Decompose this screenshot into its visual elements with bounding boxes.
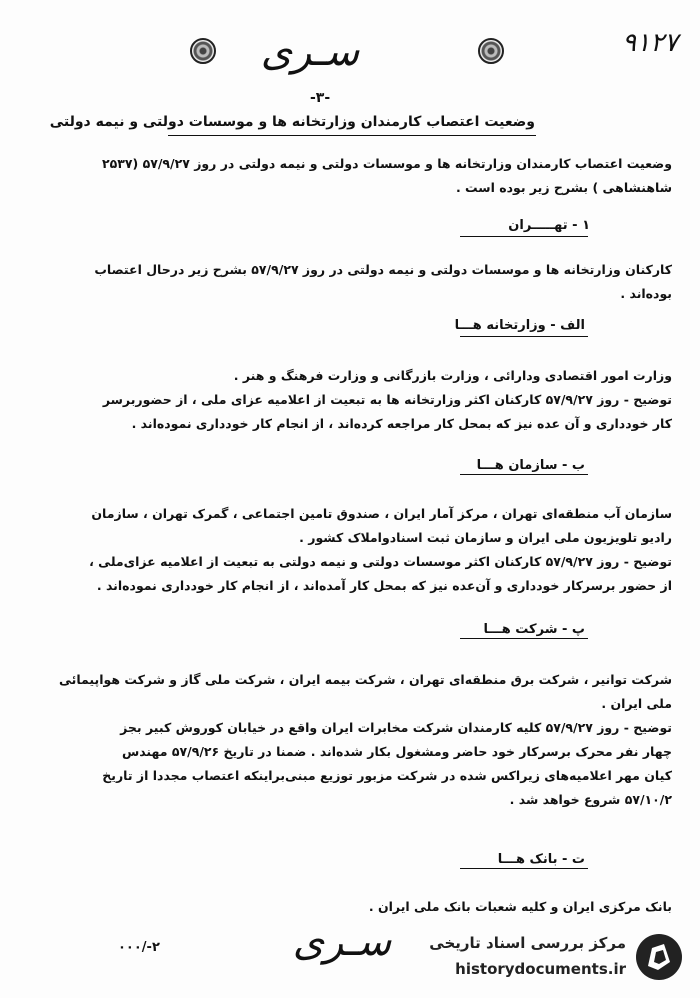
paragraph-banks [32, 895, 672, 919]
page-number: -۳- [310, 90, 331, 106]
section-heading-tehran: ۱ - تهـــــران [508, 218, 590, 233]
text-line: شرکت توانیر ، شرکت برق منطقه‌ای تهران ، شرکت بیمه ایران ، شرکت ملی گاز و شرکت هواپیمائی [58, 672, 672, 687]
paragraph-organizations [32, 502, 672, 598]
text-line: ملی ایران . [601, 696, 672, 711]
text-line: رادیو تلویزیون ملی ایران و سازمان ثبت اسنادواملاک کشور . [299, 530, 672, 545]
watermark-url: historydocuments.ir [455, 960, 626, 978]
text-line: توضیح - روز ۵۷/۹/۲۷ کلیه کارمندان شرکت مخابرات ایران واقع در خیابان کوروش کبیر بجز [120, 720, 672, 735]
text-line: سازمان آب منطقه‌ای تهران ، مرکز آمار ایران ، صندوق تامین اجتماعی ، گمرک تهران ، سازمان [91, 506, 672, 521]
heading-rule [460, 236, 588, 237]
heading-rule [460, 638, 588, 639]
section-heading-companies: پ - شرکت هـــا [483, 622, 585, 637]
text-line: توضیح - روز ۵۷/۹/۲۷ کارکنان اکثر وزارتخانه ها به تبعیت از اعلامیه عزای ملی ، از حضوربرسر [102, 392, 672, 407]
text-line: بوده‌اند . [620, 286, 672, 301]
paragraph-tehran [32, 258, 672, 306]
heading-rule [460, 868, 588, 869]
seal-icon [478, 38, 504, 64]
heading-rule [460, 336, 588, 337]
text-line: از حضور برسرکار خودداری و آن‌عده نیز که بمحل کار آمده‌اند ، از انجام کار خودداری نموده‌اند . [96, 578, 672, 593]
seal-icon [190, 38, 216, 64]
archive-logo-icon [634, 932, 684, 982]
section-heading-ministries: الف - وزارتخانه هـــا [454, 318, 585, 333]
text-line: توضیح - روز ۵۷/۹/۲۷ کارکنان اکثر موسسات دولتی و نیمه دولتی به تبعیت از اعلامیه عزای‌ملی ، [89, 554, 672, 569]
text-line: شاهنشاهی ) بشرح زیر بوده است . [455, 180, 672, 195]
text-line: وزارت امور اقتصادی ودارائی ، وزارت بازرگانی و وزارت فرهنگ و هنر . [233, 368, 672, 383]
paragraph-companies [32, 668, 672, 812]
classification-stamp: سـری [260, 29, 360, 75]
handwritten-number: ۹۱۲۷ [622, 28, 678, 58]
title-underline [168, 135, 536, 136]
paragraph-ministries [32, 364, 672, 436]
text-line: بانک مرکزی ایران و کلیه شعبات بانک ملی ایران . [368, 899, 672, 914]
footer-number: ۰۰۰/-۲ [118, 940, 160, 955]
archive-watermark [418, 930, 690, 988]
section-heading-organizations: ب - سازمان هـــا [476, 458, 585, 473]
text-line: وضعیت اعتصاب کارمندان وزارتخانه ها و موسسات دولتی و نیمه دولتی در روز ۵۷/۹/۲۷ (۲۵۳۷ [101, 156, 672, 171]
text-line: چهار نفر محرک برسرکار خود حاضر ومشغول بکار شده‌اند . ضمنا در تاریخ ۵۷/۹/۲۶ مهندس [121, 744, 672, 759]
heading-rule [460, 474, 588, 475]
text-line: کیان مهر اعلامیه‌های زیراکس شده در شرکت مزبور توزیع مبنی‌براینکه اعتصاب مجددا از تاریخ [102, 768, 672, 783]
text-line: کارکنان وزارتخانه ها و موسسات دولتی و نیمه دولتی در روز ۵۷/۹/۲۷ بشرح زیر درحال اعتصاب [94, 262, 672, 277]
footer-classification-stamp: سـری [292, 919, 392, 965]
section-heading-banks: ت - بانک هـــا [497, 852, 585, 867]
text-line: ۵۷/۱۰/۲ شروع خواهد شد . [509, 792, 672, 807]
intro-paragraph [32, 152, 672, 200]
document-title: وضعیت اعتصاب کارمندان وزارتخانه ها و موسسات دولتی و نیمه دولتی [49, 114, 535, 130]
text-line: کار خودداری و آن عده نیز که بمحل کار مراجعه کرده‌اند ، از انجام کار خودداری نموده‌اند . [131, 416, 672, 431]
watermark-name: مرکز بررسی اسناد تاریخی [429, 934, 626, 952]
